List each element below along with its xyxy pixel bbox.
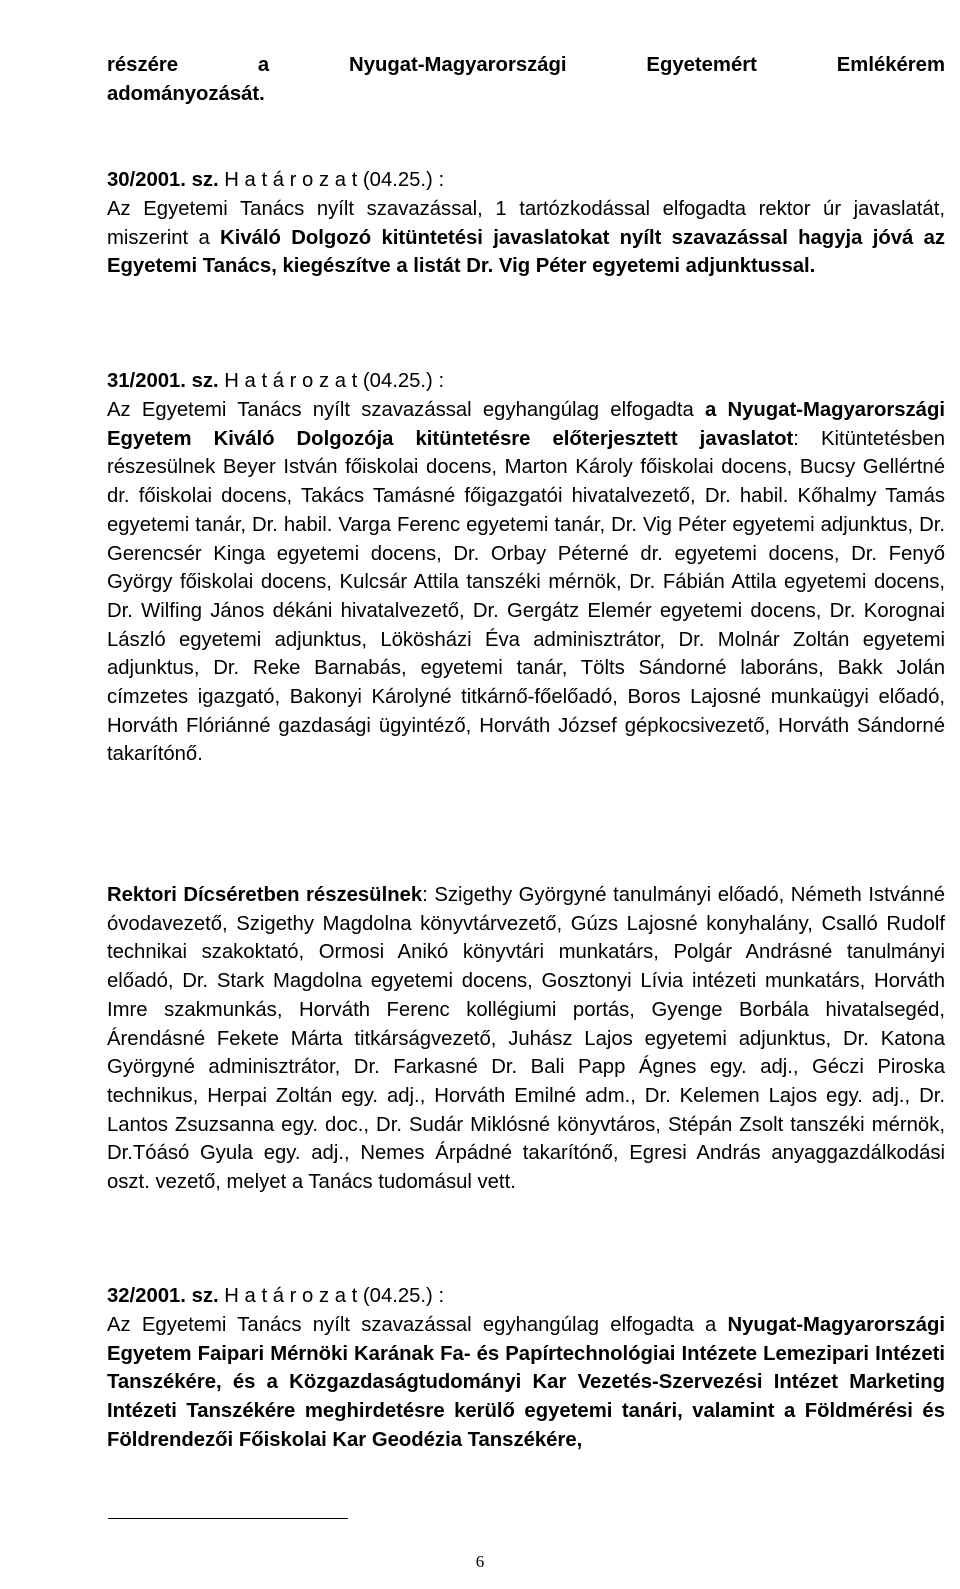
rektori-praise-heading: Rektori Dícséretben részesülnek <box>107 884 423 906</box>
rektori-praise-paragraph <box>107 881 945 1197</box>
rektori-praise-text: : Szigethy Györgyné tanulmányi előadó, Németh Istvánné óvodavezető, Szigethy Magdolna könyvtárvezető, Gúzs Lajosné konyhalány, Csalló Rudolf technikai szakoktató, Ormosi Anikó könyvtári munkatárs, Polgár Andrásné tanulmányi előadó, Dr. Stark Magdolna egyetemi docens, Gosztonyi Lívia intézeti munkatárs, Horváth Imre szakmunkás, Horváth Ferenc kollégiumi portás, Gyenge Borbála hivatalsegéd, Árendásné Fekete Márta titkárságvezető, Juhász Lajos egyetemi adjunktus, Dr. Katona Györgyné adminisztrátor, Dr. Farkasné Dr. Bali Papp Ágnes egy. adj., Géczi Piroska technikus, Herpai Zoltán egy. adj., Horváth Emilné adm., Dr. Kelemen Lajos egy. adj., Dr. Lantos Zsuzsanna egy. doc., Dr. Sudár Miklósné könyvtáros, Stépán Zsolt tanszéki mérnök, Dr.Tóásó Gyula egy. adj., Nemes Árpádné takarítónő, Egresi András anyaggazdálkodási oszt. vezető, melyet a Tanács tudomásul vett. <box>107 884 945 1194</box>
intro-text <box>107 51 945 108</box>
resolution-31-text-c: : Kitüntetésben részesülnek Beyer István főiskolai docens, Marton Károly főiskolai docens, Bucsy Gellértné dr. főiskolai docens, Takács Tamásné főigazgatói hivatalvezető, Dr. habil. Kőhalmy Tamás egyetemi tanár, Dr. habil. Varga Ferenc egyetemi tanár, Dr. Vig Péter egyetemi adjunktus, Dr. Gerencsér Kinga egyetemi docens, Dr. Orbay Péterné dr. egyetemi docens, Dr. Fenyő György főiskolai docens, Kulcsár Attila tanszéki mérnök, Dr. Fábián Attila egyetemi docens, Dr. Wilfing János dékáni hivatalvezető, Dr. Gergátz Elemér egyetemi docens, Dr. Korognai László egyetemi adjunktus, Lökösházi Éva adminisztrátor, Dr. Molnár Zoltán egyetemi adjunktus, Dr. Reke Barnabás, egyetemi tanár, Tölts Sándorné laboráns, Bakk Jolán címzetes igazgató, Bakonyi Károlyné titkárnő-főelőadó, Boros Lajosné munkaügyi előadó, Horváth Flóriánné gazdasági ügyintéző, Horváth József gépkocsivezető, Horváth Sándorné takarítónő. <box>107 427 945 766</box>
resolution-32-text-b: Nyugat-Magyarországi Egyetem Faipari Mérnöki Karának Fa- és Papírtechnológiai Intézete Lemezipari Intézeti Tanszékére, és a Közgazdaságtudományi Kar Vezetés-Szervezési Intézet Marketing Intézeti Tanszékére meghirdetésre kerülő egyetemi tanári, valamint a Földmérési és Földrendezői Főiskolai Kar Geodézia Tanszékére, <box>107 1314 945 1451</box>
resolution-30-number: 30/2001. sz. <box>107 169 219 191</box>
resolution-30-text-a: Az Egyetemi Tanács nyílt szavazással, 1 tartózkodással elfogadta rektor úr javaslatát, miszerint a <box>107 198 945 249</box>
resolution-30-title: H a t á r o z a t (04.25.) : <box>218 169 445 191</box>
resolution-31-body <box>107 396 945 769</box>
page-number: 6 <box>475 1552 485 1571</box>
resolution-30-heading <box>107 166 444 195</box>
resolution-32-body <box>107 1311 945 1455</box>
resolution-31-number: 31/2001. sz. <box>107 370 219 392</box>
resolution-32-number: 32/2001. sz. <box>107 1285 219 1307</box>
resolution-32-heading <box>107 1282 444 1311</box>
intro-line-2: adományozását. <box>107 82 265 105</box>
resolution-31-text-a: Az Egyetemi Tanács nyílt szavazással egyhangúlag elfogadta <box>107 399 705 421</box>
resolution-31-heading <box>107 367 444 396</box>
resolution-31-text-b: a Nyugat-Magyarországi Egyetem Kiváló Dolgozója kitüntetésre előterjesztett javaslatot <box>107 399 945 450</box>
resolution-32-title: H a t á r o z a t (04.25.) : <box>218 1285 445 1307</box>
resolution-31-title: H a t á r o z a t (04.25.) : <box>218 370 445 392</box>
resolution-30-text-b: Kiváló Dolgozó kitüntetési javaslatokat nyílt szavazással hagyja jóvá az Egyetemi Tanács, kiegészítve a listát Dr. Vig Péter egyetemi adjunktussal. <box>107 226 946 278</box>
resolution-30-body <box>107 195 945 281</box>
intro-line-1: részére a Nyugat-Magyarországi Egyetemért Emlékérem <box>107 54 945 76</box>
resolution-32-text-a: Az Egyetemi Tanács nyílt szavazással egyhangúlag elfogadta a <box>107 1314 728 1336</box>
footer-divider <box>108 1518 348 1519</box>
